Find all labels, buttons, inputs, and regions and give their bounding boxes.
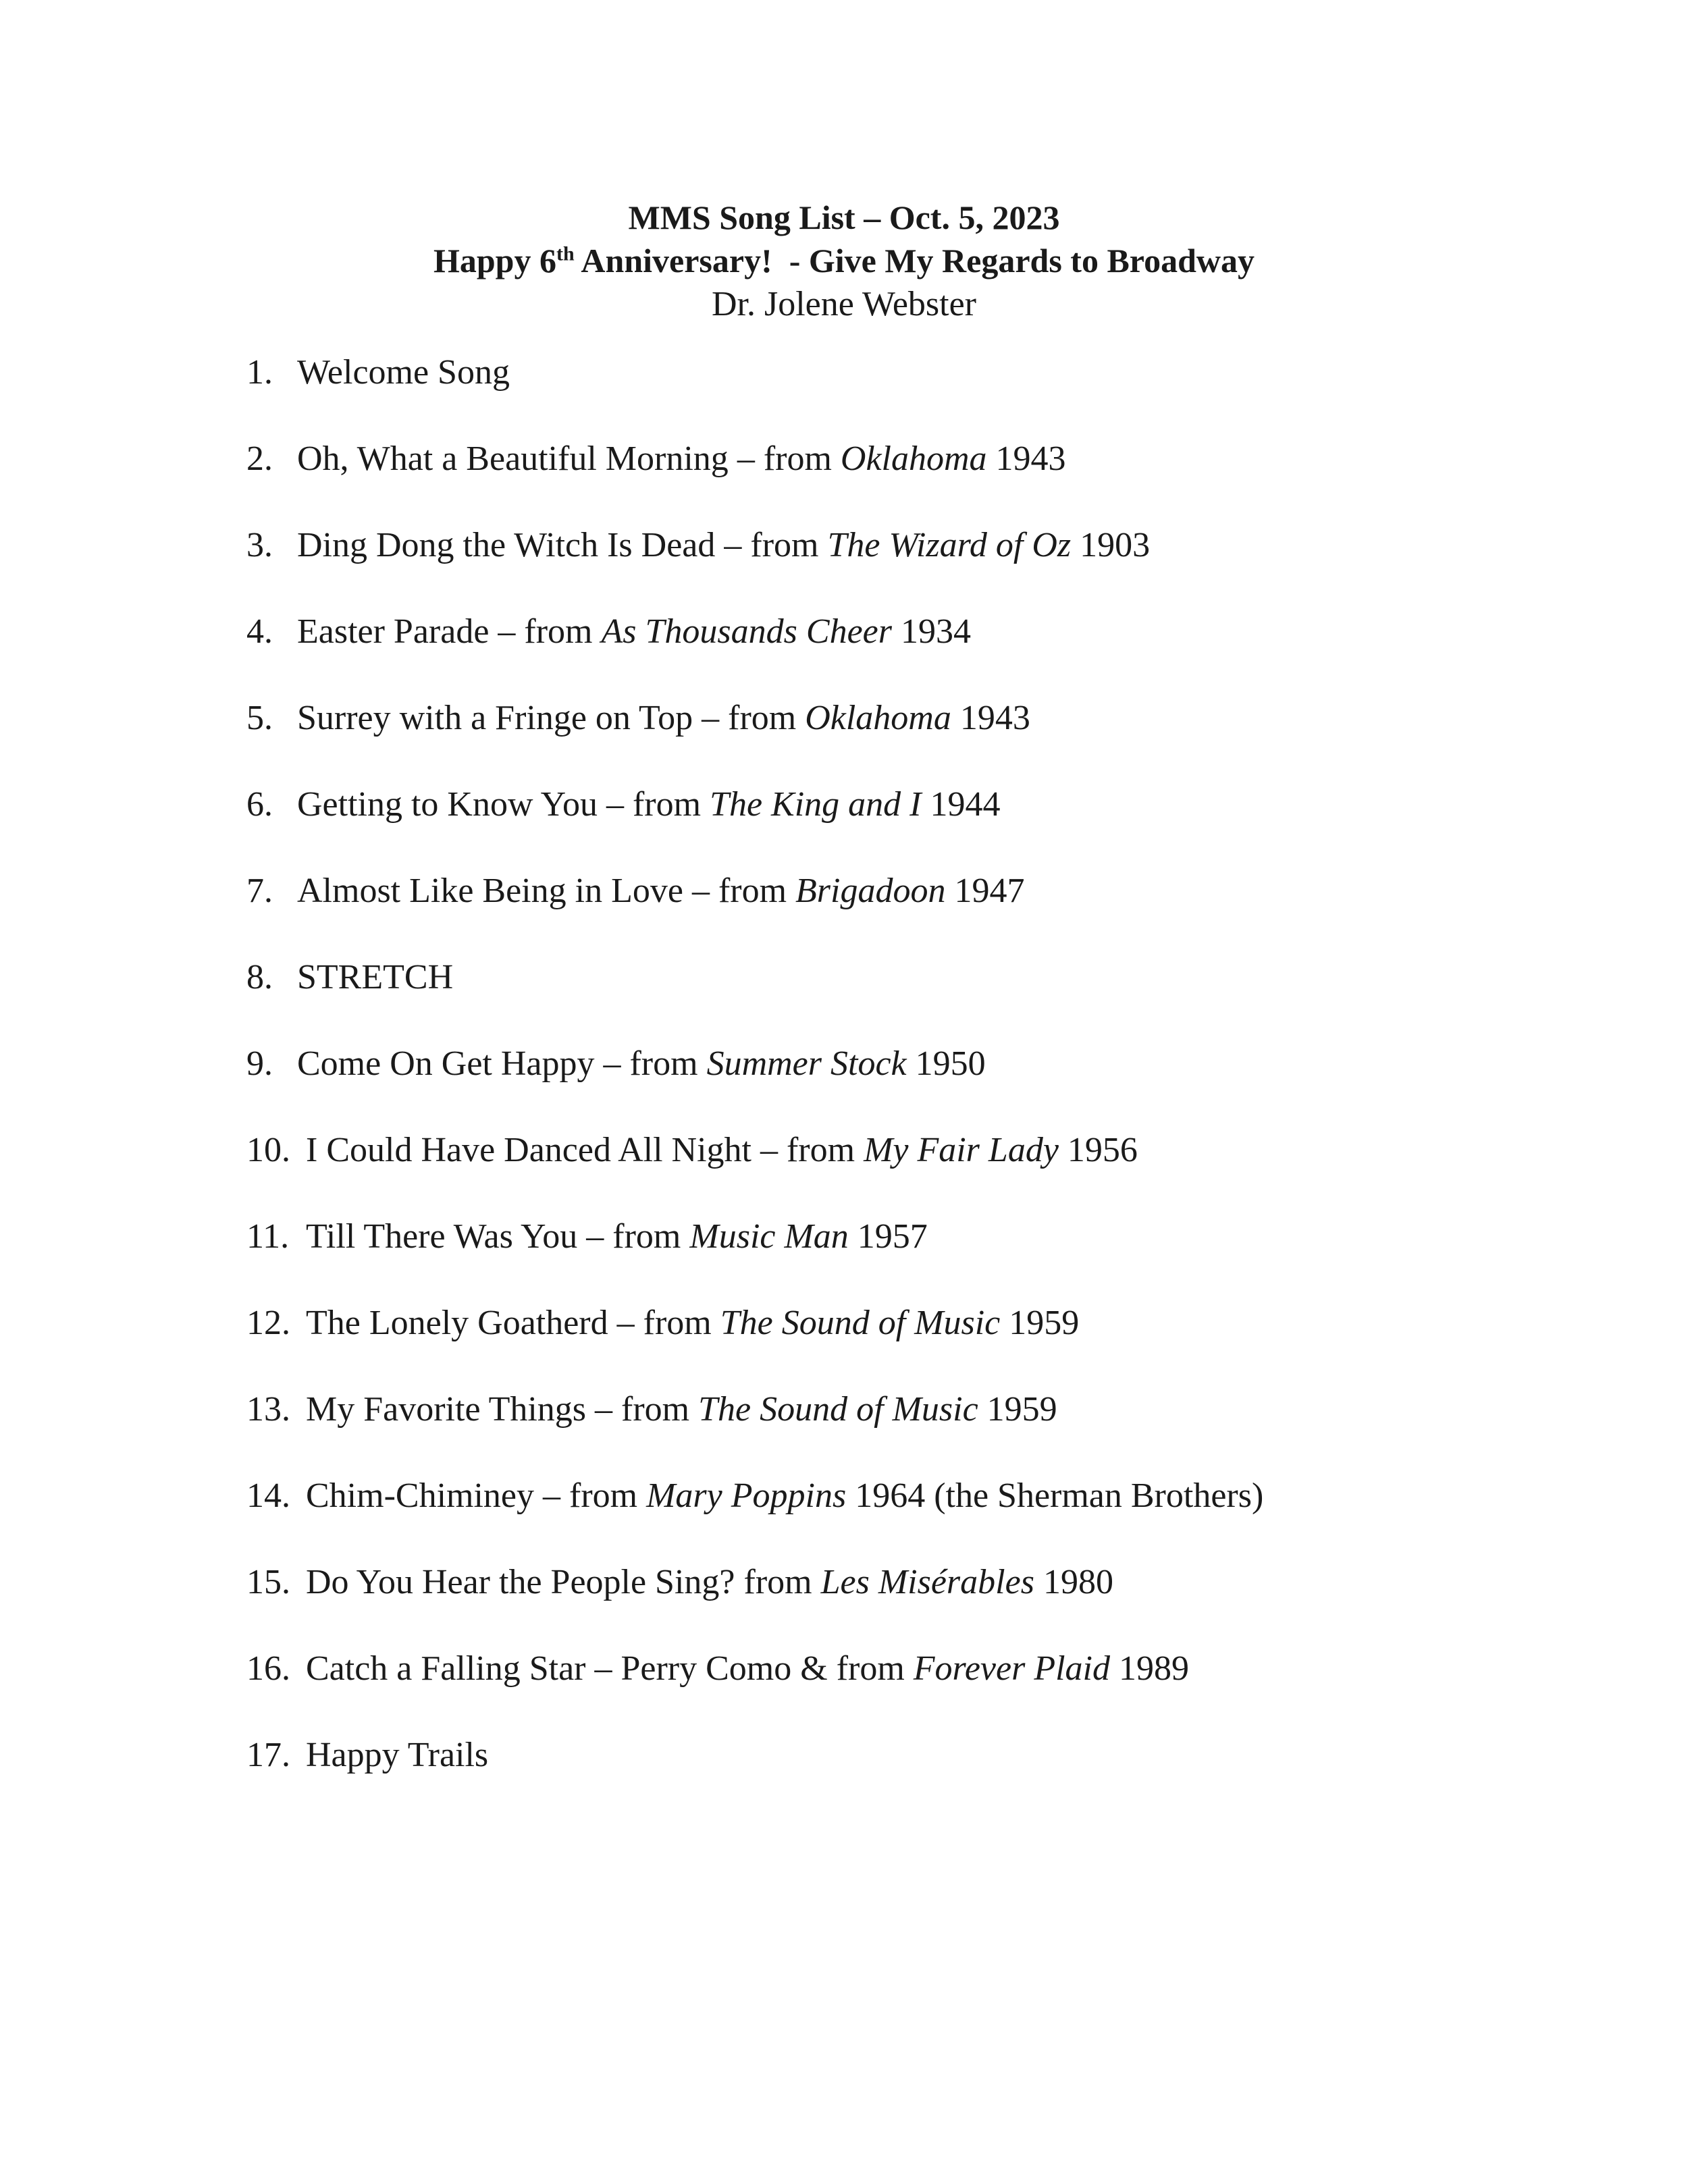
subtitle-prefix: Happy 6 <box>433 242 556 279</box>
document-subtitle <box>0 239 1688 282</box>
song-number: 10. <box>246 1131 290 1169</box>
song-number: 9. <box>246 1044 273 1083</box>
song-source-connector: – from <box>597 785 710 824</box>
song-number: 7. <box>246 872 273 910</box>
song-year: 1964 (the Sherman Brothers) <box>846 1476 1264 1515</box>
song-source-connector: – Perry Como & from <box>585 1649 914 1688</box>
song-list-item <box>246 1037 1529 1123</box>
document-header <box>0 196 1688 327</box>
song-title: Almost Like Being in Love <box>297 872 683 910</box>
song-title: STRETCH <box>297 958 454 996</box>
song-number: 5. <box>246 699 273 737</box>
song-source-connector: – from <box>577 1217 690 1256</box>
song-source-connector: from <box>735 1563 821 1601</box>
song-source-connector: – from <box>586 1390 699 1429</box>
song-year: 1989 <box>1110 1649 1189 1688</box>
song-list-item <box>246 1642 1529 1728</box>
song-list-item <box>246 605 1529 691</box>
song-number: 15. <box>246 1563 290 1601</box>
song-list <box>246 346 1529 1815</box>
song-number: 3. <box>246 526 273 564</box>
song-list-item <box>246 951 1529 1037</box>
song-source-connector: – from <box>534 1476 647 1515</box>
song-title: My Favorite Things <box>306 1390 587 1429</box>
song-title: Getting to Know You <box>297 785 598 824</box>
song-title: Catch a Falling Star <box>306 1649 586 1688</box>
song-title: I Could Have Danced All Night <box>306 1131 751 1169</box>
song-title: Happy Trails <box>306 1736 489 1774</box>
song-show-title: As Thousands Cheer <box>601 612 892 651</box>
song-year: 1959 <box>978 1390 1057 1429</box>
song-show-title: Summer Stock <box>706 1044 907 1083</box>
document-author: Dr. Jolene Webster <box>712 285 976 323</box>
song-list-item <box>246 778 1529 864</box>
song-title: Oh, What a Beautiful Morning <box>297 440 729 478</box>
song-number: 13. <box>246 1390 290 1429</box>
song-list-item <box>246 432 1529 518</box>
document-title: MMS Song List – Oct. 5, 2023 <box>628 198 1060 236</box>
song-show-title: Les Misérables <box>820 1563 1034 1601</box>
song-show-title: The Wizard of Oz <box>827 526 1072 564</box>
song-year: 1957 <box>848 1217 928 1256</box>
song-title: Till There Was You <box>306 1217 578 1256</box>
song-year: 1947 <box>945 872 1025 910</box>
song-show-title: Oklahoma <box>805 699 951 737</box>
song-title: Do You Hear the People Sing? <box>306 1563 735 1601</box>
song-number: 1. <box>246 353 273 392</box>
song-show-title: The Sound of Music <box>720 1304 1001 1342</box>
song-list-item <box>246 1728 1529 1815</box>
song-number: 14. <box>246 1476 290 1515</box>
song-number: 12. <box>246 1304 290 1342</box>
song-year: 1956 <box>1058 1131 1138 1169</box>
song-show-title: Brigadoon <box>795 872 946 910</box>
song-source-connector: – from <box>728 440 841 478</box>
song-source-connector: – from <box>693 699 806 737</box>
song-title: Ding Dong the Witch Is Dead <box>297 526 716 564</box>
song-source-connector: – from <box>715 526 828 564</box>
song-number: 6. <box>246 785 273 824</box>
song-title: Easter Parade <box>297 612 490 651</box>
song-source-connector: – from <box>594 1044 707 1083</box>
song-number: 16. <box>246 1649 290 1688</box>
song-list-item <box>246 1123 1529 1210</box>
song-year: 1943 <box>951 699 1030 737</box>
song-year: 1944 <box>921 785 1001 824</box>
song-list-item <box>246 1469 1529 1555</box>
song-number: 11. <box>246 1217 290 1256</box>
song-show-title: Oklahoma <box>840 440 987 478</box>
song-title: Welcome Song <box>297 353 510 392</box>
song-title: The Lonely Goatherd <box>306 1304 608 1342</box>
song-list-item <box>246 1210 1529 1296</box>
song-list-item <box>246 1296 1529 1383</box>
song-title: Come On Get Happy <box>297 1044 595 1083</box>
song-year: 1950 <box>906 1044 986 1083</box>
song-number: 8. <box>246 958 273 996</box>
song-list-item <box>246 1555 1529 1642</box>
song-show-title: The Sound of Music <box>698 1390 978 1429</box>
song-list-item <box>246 346 1529 432</box>
song-number: 4. <box>246 612 273 651</box>
song-source-connector: – from <box>489 612 602 651</box>
song-number: 2. <box>246 440 273 478</box>
song-list-item <box>246 518 1529 605</box>
song-list-item <box>246 864 1529 951</box>
song-year: 1943 <box>986 440 1066 478</box>
subtitle-ordinal-suffix: th <box>556 242 575 265</box>
song-list-item <box>246 1383 1529 1469</box>
song-title: Surrey with a Fringe on Top <box>297 699 693 737</box>
song-year: 1903 <box>1071 526 1151 564</box>
song-title: Chim-Chiminey <box>306 1476 534 1515</box>
song-show-title: Mary Poppins <box>646 1476 847 1515</box>
song-source-connector: – from <box>608 1304 720 1342</box>
song-show-title: Music Man <box>689 1217 849 1256</box>
song-year: 1980 <box>1034 1563 1113 1601</box>
subtitle-rest: Anniversary! - Give My Regards to Broadway <box>574 242 1255 279</box>
song-number: 17. <box>246 1736 290 1774</box>
song-source-connector: – from <box>751 1131 864 1169</box>
song-year: 1934 <box>891 612 971 651</box>
song-source-connector: – from <box>683 872 796 910</box>
song-show-title: Forever Plaid <box>913 1649 1110 1688</box>
song-list-item <box>246 691 1529 778</box>
song-year: 1959 <box>1000 1304 1080 1342</box>
song-show-title: The King and I <box>710 785 922 824</box>
song-show-title: My Fair Lady <box>864 1131 1059 1169</box>
